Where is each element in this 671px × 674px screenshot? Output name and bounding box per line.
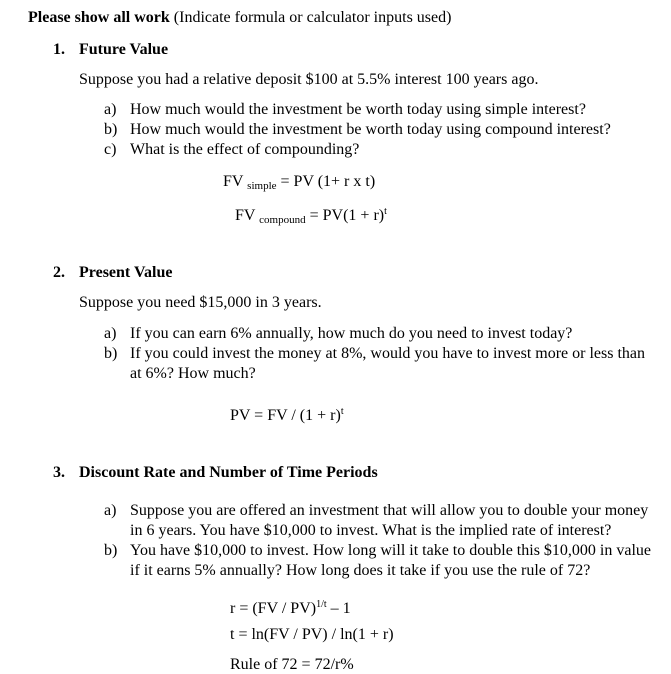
formula-fv-simple <box>223 173 375 195</box>
formula-fv-compound-rhs: = PV(1 + r) <box>305 207 385 224</box>
formula-pv-text: PV = FV / (1 + r) <box>230 407 341 424</box>
instructions-rest: (Indicate formula or calculator inputs used) <box>169 9 452 26</box>
section-1-item-c-text: What is the effect of compounding? <box>130 141 360 158</box>
instructions-line <box>28 9 451 27</box>
section-1-title: Future Value <box>79 41 169 58</box>
formula-fv-compound-sub: compound <box>259 214 306 226</box>
formula-fv-simple-rhs: = PV (1+ r x t) <box>276 173 376 190</box>
section-1-number: 1. <box>53 41 65 58</box>
section-3-title: Discount Rate and Number of Time Periods <box>79 464 378 481</box>
formula-rate <box>230 596 351 618</box>
section-3-number: 3. <box>53 464 65 481</box>
formula-time-text: t = ln(FV / PV) / ln(1 + r) <box>230 626 394 643</box>
section-1-item-c-letter: c) <box>104 141 117 158</box>
section-3-item-b-letter: b) <box>104 542 118 559</box>
formula-pv-sup: t <box>340 406 344 417</box>
section-1-item-a-text: How much would the investment be worth today using simple interest? <box>130 101 586 118</box>
section-2-prompt: Suppose you need $15,000 in 3 years. <box>79 294 322 311</box>
section-2-item-b-letter: b) <box>104 345 118 362</box>
section-2-item-a-letter: a) <box>104 325 117 342</box>
formula-rate-after: – 1 <box>326 600 351 617</box>
section-3-item-a-text-1: Suppose you are offered an investment that will allow you to double your money <box>130 502 649 519</box>
section-2-item-b-text-2: at 6%? How much? <box>130 365 256 382</box>
section-2-number: 2. <box>53 264 65 281</box>
section-3-item-a-text-2: in 6 years. You have $10,000 to invest. What is the implied rate of interest? <box>130 522 612 539</box>
formula-fv-simple-sub: simple <box>247 180 277 192</box>
formula-fv-compound-lhs: FV <box>235 207 256 224</box>
section-2-title: Present Value <box>79 264 173 281</box>
section-1-item-a-letter: a) <box>104 101 117 118</box>
section-1-item-b-text: How much would the investment be worth today using compound interest? <box>130 121 611 138</box>
section-2-item-a-text: If you can earn 6% annually, how much do you need to invest today? <box>130 325 573 342</box>
formula-rule-of-72-text: Rule of 72 = 72/r% <box>230 656 354 673</box>
formula-fv-compound <box>235 203 387 229</box>
formula-fv-simple-lhs: FV <box>223 173 244 190</box>
section-3-item-a-letter: a) <box>104 502 117 519</box>
section-1-prompt: Suppose you had a relative deposit $100 at 5.5% interest 100 years ago. <box>79 71 539 88</box>
formula-fv-compound-sup: t <box>384 206 387 217</box>
formula-time <box>230 626 394 644</box>
formula-rule-of-72 <box>230 656 354 674</box>
section-3-item-b-text-1: You have $10,000 to invest. How long will it take to double this $10,000 in value <box>130 542 652 559</box>
section-1-item-b-letter: b) <box>104 121 118 138</box>
section-2-item-b-text-1: If you could invest the money at 8%, would you have to invest more or less than <box>130 345 646 362</box>
formula-rate-sup: 1/t <box>316 599 327 610</box>
formula-rate-text: r = (FV / PV) <box>230 600 317 617</box>
section-3-item-b-text-2: if it earns 5% annually? How long does it take if you use the rule of 72? <box>130 562 591 579</box>
formula-pv <box>230 403 344 425</box>
instructions-bold: Please show all work <box>28 9 170 26</box>
